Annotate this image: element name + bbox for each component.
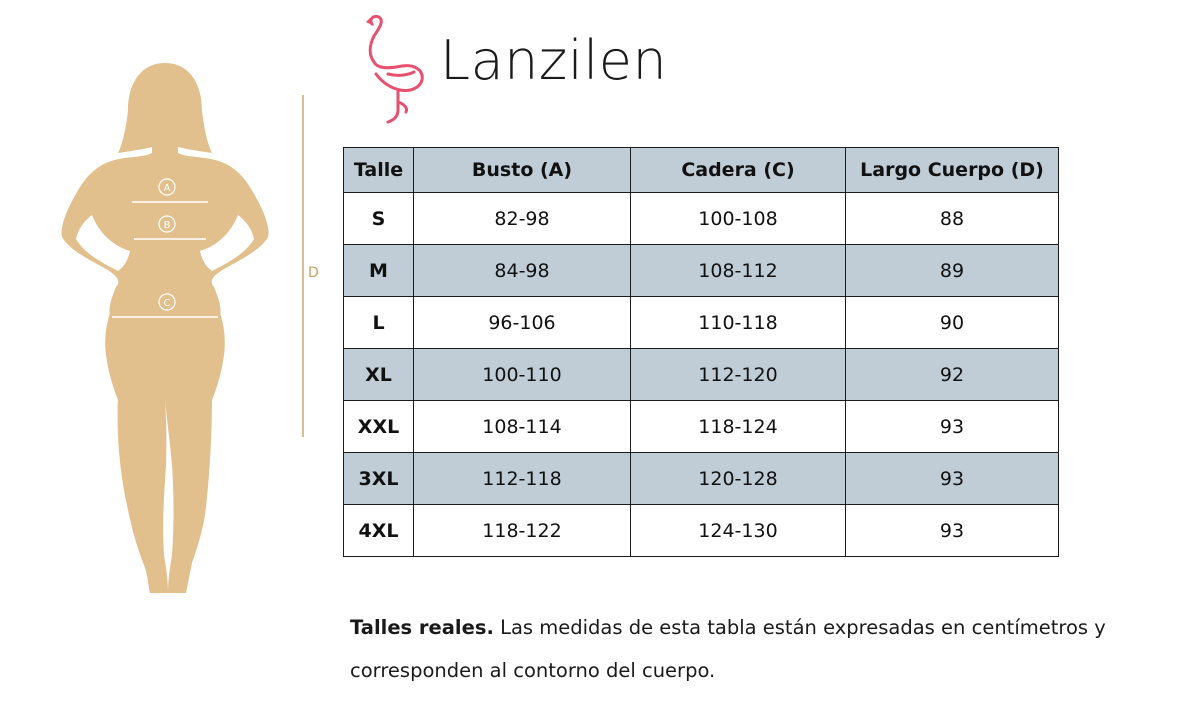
label-d: D bbox=[308, 265, 319, 281]
cell-length: 93 bbox=[846, 505, 1059, 557]
cell-hip: 118-124 bbox=[631, 401, 846, 453]
cell-length: 89 bbox=[846, 245, 1059, 297]
cell-size: XL bbox=[344, 349, 414, 401]
header-size: Talle bbox=[344, 148, 414, 193]
cell-hip: 110-118 bbox=[631, 297, 846, 349]
cell-size: 4XL bbox=[344, 505, 414, 557]
table-row bbox=[344, 297, 1059, 349]
cell-hip: 120-128 bbox=[631, 453, 846, 505]
brand-logo bbox=[358, 12, 718, 127]
footnote-bold: Talles reales. bbox=[350, 616, 494, 639]
cell-length: 88 bbox=[846, 193, 1059, 245]
cell-bust: 96-106 bbox=[414, 297, 631, 349]
footnote-text: Las medidas de esta tabla están expresadas en centímetros y corresponden al contorno del cuerpo. bbox=[350, 616, 1106, 682]
table-row bbox=[344, 193, 1059, 245]
cell-bust: 82-98 bbox=[414, 193, 631, 245]
cell-length: 93 bbox=[846, 453, 1059, 505]
flamingo-icon bbox=[358, 12, 438, 127]
brand-name: Lanzilen bbox=[440, 29, 668, 92]
table-header-row bbox=[344, 148, 1059, 193]
size-table bbox=[343, 147, 1059, 557]
cell-bust: 84-98 bbox=[414, 245, 631, 297]
cell-length: 90 bbox=[846, 297, 1059, 349]
label-b: B bbox=[163, 220, 171, 231]
cell-size: S bbox=[344, 193, 414, 245]
cell-bust: 108-114 bbox=[414, 401, 631, 453]
cell-hip: 124-130 bbox=[631, 505, 846, 557]
cell-hip: 100-108 bbox=[631, 193, 846, 245]
cell-length: 92 bbox=[846, 349, 1059, 401]
cell-hip: 108-112 bbox=[631, 245, 846, 297]
table-row bbox=[344, 453, 1059, 505]
table-row bbox=[344, 401, 1059, 453]
table-row bbox=[344, 349, 1059, 401]
cell-length: 93 bbox=[846, 401, 1059, 453]
cell-size: M bbox=[344, 245, 414, 297]
cell-hip: 112-120 bbox=[631, 349, 846, 401]
table-row bbox=[344, 505, 1059, 557]
cell-size: 3XL bbox=[344, 453, 414, 505]
cell-bust: 118-122 bbox=[414, 505, 631, 557]
label-c: C bbox=[163, 298, 171, 309]
cell-size: L bbox=[344, 297, 414, 349]
footnote bbox=[350, 606, 1110, 692]
header-bust: Busto (A) bbox=[414, 148, 631, 193]
body-silhouette bbox=[61, 63, 268, 593]
header-hip: Cadera (C) bbox=[631, 148, 846, 193]
label-a: A bbox=[163, 183, 171, 194]
body-figure bbox=[40, 55, 340, 615]
cell-bust: 100-110 bbox=[414, 349, 631, 401]
header-length: Largo Cuerpo (D) bbox=[846, 148, 1059, 193]
cell-bust: 112-118 bbox=[414, 453, 631, 505]
table-row bbox=[344, 245, 1059, 297]
cell-size: XXL bbox=[344, 401, 414, 453]
